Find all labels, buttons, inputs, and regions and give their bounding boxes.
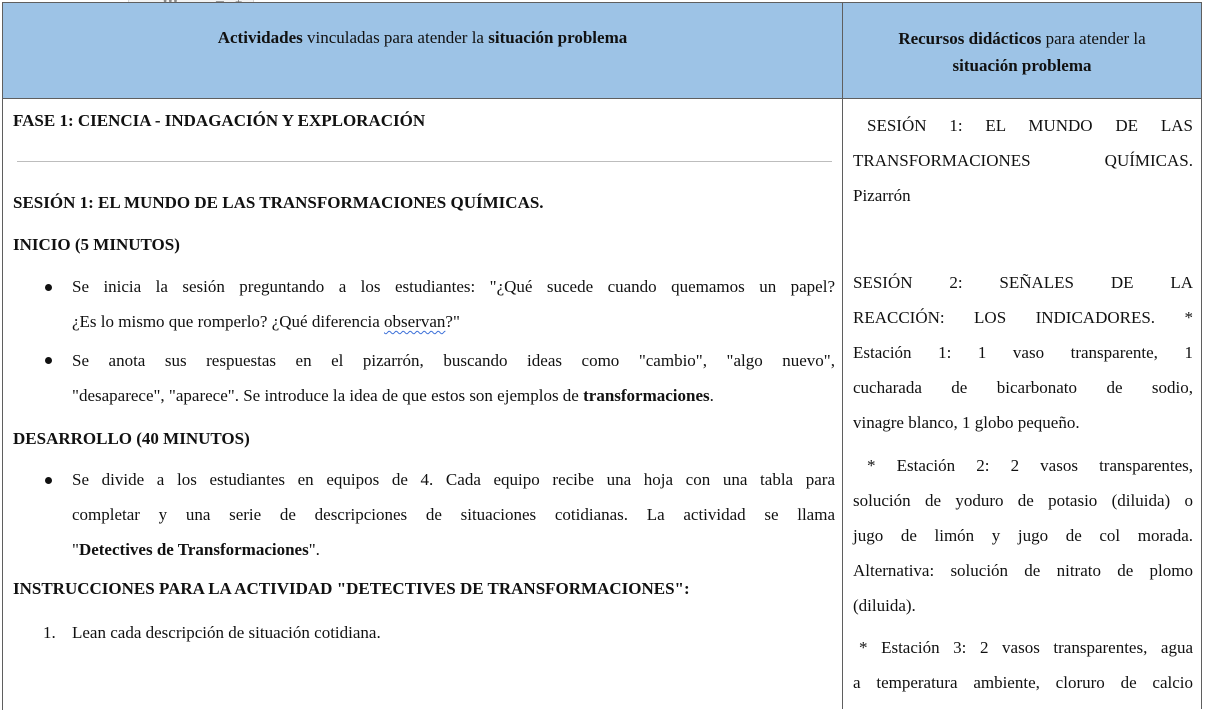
bullet1-line2: [72, 304, 835, 339]
resources-s2-line5: vinagre blanco, 1 globo pequeño.: [853, 413, 1080, 432]
bullet2-line2-post: .: [709, 386, 714, 405]
header-resources-mid: para atender la: [1041, 29, 1146, 48]
header-resources-text: [863, 25, 1181, 79]
bullet1-line2-pre: ¿Es lo mismo que romperlo? ¿Qué diferencia: [72, 312, 385, 331]
inicio-heading: INICIO (5 MINUTOS): [13, 235, 180, 254]
bullet2-line2: [72, 378, 835, 413]
resources-s1-line1: SESIÓN 1: EL MUNDO DE LAS: [867, 116, 1193, 135]
header-activities-end: situación problema: [488, 28, 628, 47]
resources-st3-line1: * Estación 3: 2 vasos transparentes, agua: [859, 638, 1193, 657]
bullet3-line3-post: ".: [308, 540, 320, 559]
resources-s1-line3: Pizarrón: [853, 186, 911, 205]
resources-st2-line1: * Estación 2: 2 vasos transparentes,: [867, 456, 1193, 475]
bullet1-paragraph: [72, 269, 835, 339]
resources-cell[interactable]: [843, 99, 1202, 709]
session-heading: SESIÓN 1: EL MUNDO DE LAS TRANSFORMACIONES QUÍMICAS.: [13, 193, 544, 212]
header-activities-word: Actividades: [217, 28, 303, 47]
header-activities-mid: vinculadas para atender la: [302, 28, 489, 47]
phase-heading: FASE 1: CIENCIA - INDAGACIÓN Y EXPLORACIÓN: [13, 111, 426, 130]
bullet3-line3: [72, 532, 835, 567]
header-resources-word: Recursos didácticos: [898, 29, 1042, 48]
resources-s2-line3: Estación 1: 1 vaso transparente, 1: [853, 343, 1193, 362]
resources-st2-line3: jugo de limón y jugo de col morada.: [853, 526, 1193, 545]
horizontal-rule: [17, 161, 832, 162]
resources-session2: [853, 265, 1193, 440]
header-resources: [843, 3, 1202, 99]
activities-cell[interactable]: [3, 99, 843, 709]
resources-s2-line1: SESIÓN 2: SEÑALES DE LA: [853, 273, 1193, 292]
bullet3-line3-bold: Detectives de Transformaciones: [78, 540, 309, 559]
bullet3-line1: Se divide a los estudiantes en equipos de 4. Cada equipo recibe una hoja con una tabla para: [72, 470, 835, 489]
resources-st2-line4: Alternativa: solución de nitrato de plomo: [853, 561, 1193, 580]
instructions-heading: INSTRUCCIONES PARA LA ACTIVIDAD "DETECTIVES DE TRANSFORMACIONES":: [13, 579, 690, 598]
bullet2-paragraph: [72, 343, 835, 413]
spellcheck-word[interactable]: observan: [384, 312, 446, 331]
list-number: 1.: [43, 623, 56, 642]
bullet2-line2-pre: "desaparece", "aparece". Se introduce la idea de que estos son ejemplos de: [72, 386, 584, 405]
header-activities-text: [3, 28, 842, 48]
resources-st2-line5: (diluida).: [853, 596, 916, 615]
header-resources-end: situación problema: [952, 56, 1092, 75]
bullet-icon: [45, 284, 52, 291]
resources-st2-line2: solución de yoduro de potasio (diluida) o: [853, 491, 1193, 510]
resources-station2: [853, 448, 1193, 623]
bullet3-line3-pre: ": [72, 540, 79, 559]
resources-session1: [853, 108, 1193, 213]
bullet1-line2-post: ?": [445, 312, 460, 331]
bullet3-paragraph: [72, 462, 835, 567]
header-activities: [3, 3, 843, 99]
bullet2-line2-bold: transformaciones: [583, 386, 710, 405]
bullet2-line1: Se anota sus respuestas en el pizarrón, buscando ideas como "cambio", "algo nuevo",: [72, 351, 835, 370]
planning-table: [2, 2, 1202, 710]
resources-s2-line2: REACCIÓN: LOS INDICADORES. *: [853, 308, 1193, 327]
desarrollo-heading: DESARROLLO (40 MINUTOS): [13, 429, 250, 448]
resources-station3: [853, 630, 1193, 700]
resources-s1-line2: TRANSFORMACIONES QUÍMICAS.: [853, 151, 1193, 170]
bullet-icon: [45, 477, 52, 484]
bullet1-line1: Se inicia la sesión preguntando a los estudiantes: "¿Qué sucede cuando quemamos un papel?: [72, 277, 835, 296]
resources-s2-line4: cucharada de bicarbonato de sodio,: [853, 378, 1193, 397]
bullet3-line2: completar y una serie de descripciones de situaciones cotidianas. La actividad se llama: [72, 505, 835, 524]
resources-st3-line2: a temperatura ambiente, cloruro de calcio: [853, 673, 1193, 692]
list-item-1: Lean cada descripción de situación cotidiana.: [72, 623, 381, 642]
bullet-icon: [45, 357, 52, 364]
